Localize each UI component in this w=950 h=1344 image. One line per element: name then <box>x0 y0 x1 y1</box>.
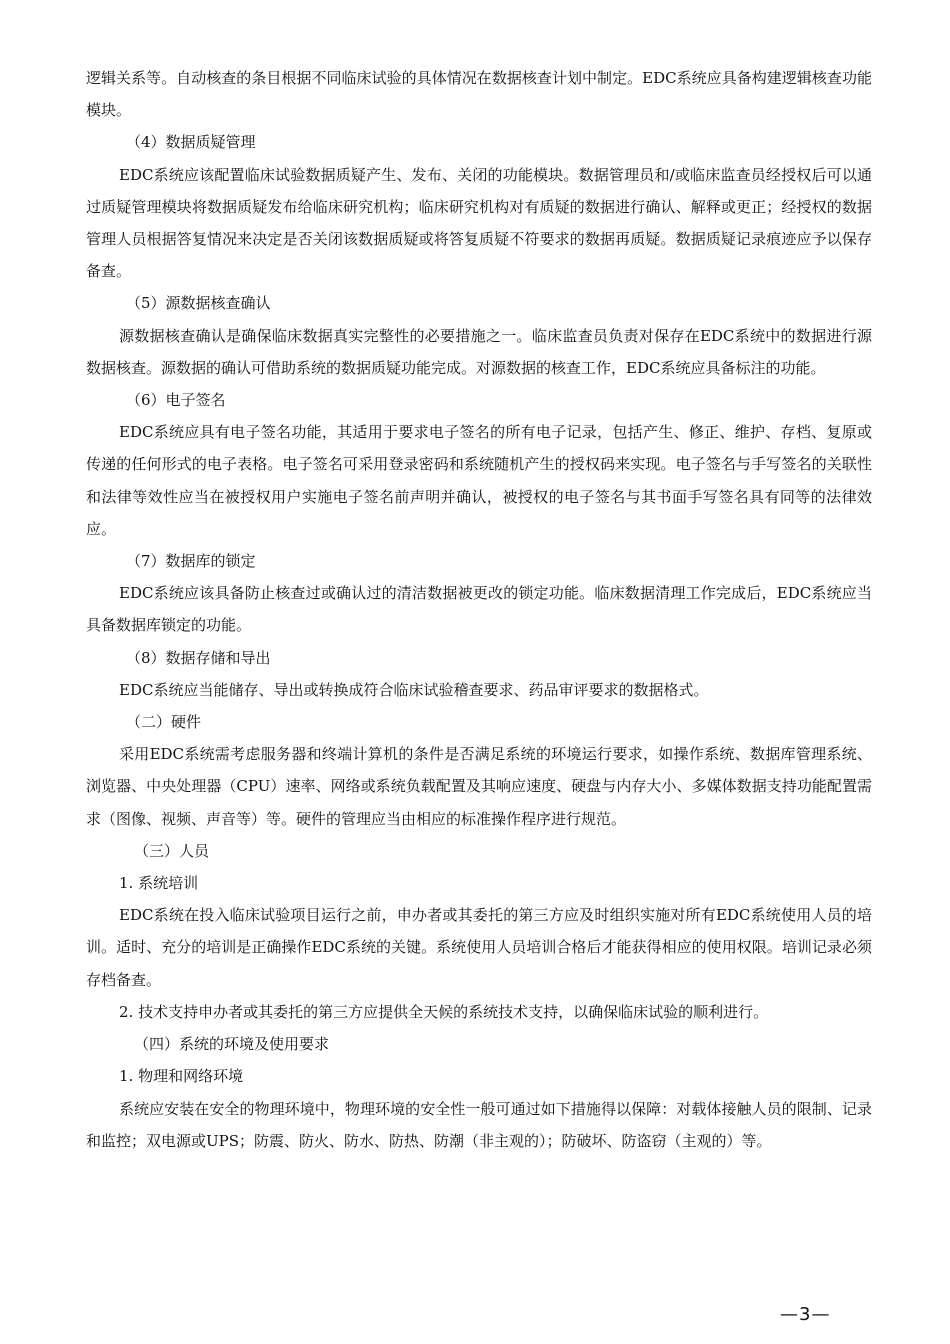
paragraph-continued: 逻辑关系等。自动核查的条目根据不同临床试验的具体情况在数据核查计划中制定。EDC系统应具备构建逻辑核查功能模块。 <box>86 69 872 120</box>
list-item-system-training: 1. 系统培训 <box>119 874 199 893</box>
paragraph-electronic-signature: EDC系统应具有电子签名功能，其适用于要求电子签名的所有电子记录，包括产生、修正、维护、存档、复原或传递的任何形式的电子表格。电子签名可采用登录密码和系统随机产生的授权码来实现。电子签名与手写签名的关联性和法律等效性应当在被授权用户实施电子签名前声明并确认，被授权的电子签名与其书面手写签名具有同等的法律效应。 <box>86 423 872 538</box>
paragraph-database-lock: EDC系统应该具备防止核查过或确认过的清洁数据被更改的锁定功能。临床数据清理工作完成后，EDC系统应当具备数据库锁定的功能。 <box>86 584 872 635</box>
document-body <box>86 62 872 1157</box>
heading-data-query-management: （4）数据质疑管理 <box>126 133 256 152</box>
page-number: —3— <box>780 1304 831 1325</box>
paragraph-hardware: 采用EDC系统需考虑服务器和终端计算机的条件是否满足系统的环境运行要求，如操作系统、数据库管理系统、浏览器、中央处理器（CPU）速率、网络或系统负载配置及其响应速度、硬盘与内存大小、多媒体数据支持功能配置需求（图像、视频、声音等）等。硬件的管理应当由相应的标准操作程序进行规范。 <box>86 745 872 828</box>
heading-database-lock: （7）数据库的锁定 <box>126 552 256 571</box>
paragraph-physical-network-environment: 系统应安装在安全的物理环境中，物理环境的安全性一般可通过如下措施得以保障：对载体接触人员的限制、记录和监控；双电源或UPS；防震、防火、防水、防热、防潮（非主观的）；防破坏、防盗窃（主观的）等。 <box>86 1099 872 1150</box>
heading-hardware: （二）硬件 <box>126 713 202 732</box>
paragraph-data-query-management: EDC系统应该配置临床试验数据质疑产生、发布、关闭的功能模块。数据管理员和/或临床监查员经授权后可以通过质疑管理模块将数据质疑发布给临床研究机构；临床研究机构对有质疑的数据进行确认、解释或更正；经授权的数据管理人员根据答复情况来决定是否关闭该数据质疑或将答复质疑不符要求的数据再质疑。数据质疑记录痕迹应予以保存备查。 <box>86 165 872 281</box>
heading-personnel: （三）人员 <box>134 841 210 860</box>
paragraph-data-storage-export: EDC系统应当能储存、导出或转换成符合临床试验稽查要求、药品审评要求的数据格式。 <box>119 680 709 699</box>
heading-electronic-signature: （6）电子签名 <box>126 391 226 410</box>
paragraph-system-training: EDC系统在投入临床试验项目运行之前，申办者或其委托的第三方应及时组织实施对所有EDC系统使用人员的培训。适时、充分的培训是正确操作EDC系统的关键。系统使用人员培训合格后才能获得相应的使用权限。培训记录必须存档备查。 <box>86 906 872 989</box>
list-item-physical-network-environment: 1. 物理和网络环境 <box>119 1067 244 1086</box>
heading-system-environment: （四）系统的环境及使用要求 <box>134 1035 330 1054</box>
heading-source-data-verification: （5）源数据核查确认 <box>126 294 271 313</box>
heading-data-storage-export: （8）数据存储和导出 <box>126 648 271 667</box>
paragraph-source-data-verification: 源数据核查确认是确保临床数据真实完整性的必要措施之一。临床监查员负责对保存在EDC系统中的数据进行源数据核查。源数据的确认可借助系统的数据质疑功能完成。对源数据的核查工作，EDC系统应具备标注的功能。 <box>86 326 872 377</box>
list-item-technical-support: 2. 技术支持申办者或其委托的第三方应提供全天候的系统技术支持，以确保临床试验的顺利进行。 <box>119 1002 769 1021</box>
